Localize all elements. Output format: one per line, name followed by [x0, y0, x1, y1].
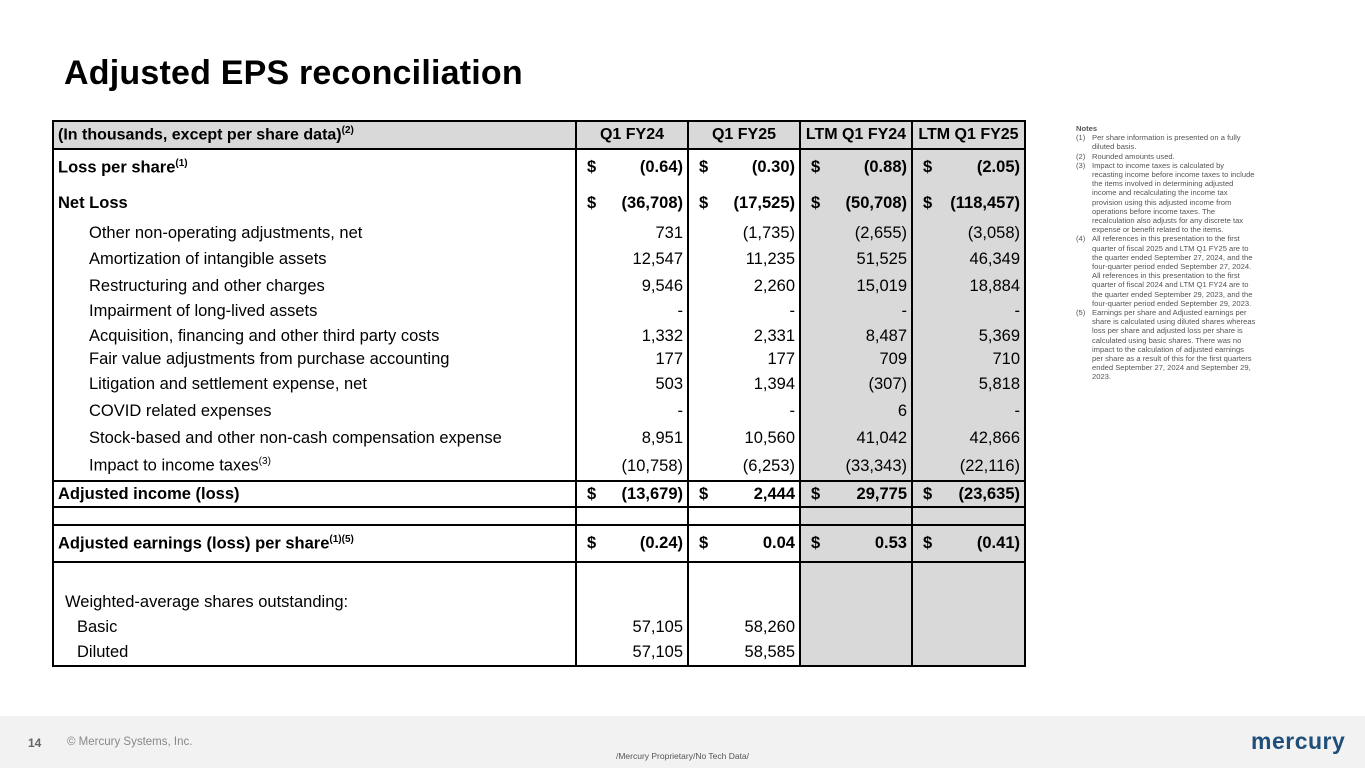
- value-text: 710: [992, 350, 1020, 368]
- net-loss-row: [53, 185, 1025, 221]
- row-label-text: Other non-operating adjustments, net: [89, 224, 363, 242]
- value-text: (23,635): [958, 484, 1020, 503]
- row-label-text: Net Loss: [58, 193, 128, 212]
- value-text: 9,546: [641, 276, 683, 295]
- value-cell: [912, 640, 1025, 666]
- currency-symbol: $: [699, 534, 709, 552]
- note-number: (2): [1076, 151, 1086, 161]
- value-cell: [576, 299, 688, 324]
- adjusted-eps-row: [53, 525, 1025, 562]
- value-cell: [688, 525, 800, 562]
- note-number: (5): [1076, 308, 1086, 318]
- value-text: 5,818: [978, 375, 1020, 393]
- value-cell: [800, 324, 912, 348]
- value-text: (1,735): [742, 224, 795, 242]
- note-item: [1076, 133, 1256, 151]
- row-label: [53, 185, 576, 221]
- eps-reconciliation-table: [52, 120, 1026, 667]
- value-cell: [800, 149, 912, 185]
- value-cell: [576, 481, 688, 507]
- footer: [0, 716, 1365, 768]
- notes-panel: [1076, 124, 1256, 382]
- value-cell: [576, 246, 688, 273]
- value-text: (33,343): [845, 456, 907, 475]
- value-cell: [688, 149, 800, 185]
- adjustment-row: [53, 424, 1025, 452]
- value-text: (0.24): [639, 534, 683, 552]
- header-label: [53, 121, 576, 149]
- value-cell: [576, 640, 688, 666]
- value-text: 709: [879, 350, 907, 368]
- currency-symbol: $: [587, 484, 597, 503]
- value-cell: [800, 371, 912, 398]
- value-cell: [688, 398, 800, 424]
- value-cell: [912, 424, 1025, 452]
- note-number: (1): [1076, 133, 1086, 143]
- row-label-text: Basic: [77, 617, 118, 636]
- loss-per-share-row: [53, 149, 1025, 185]
- value-cell: [912, 149, 1025, 185]
- value-text: 503: [655, 375, 683, 393]
- value-text: 42,866: [969, 428, 1020, 447]
- footnote-ref: (3): [258, 456, 271, 468]
- value-cell: [688, 452, 800, 481]
- spacer-row: [53, 507, 1025, 525]
- diluted-shares-row: [53, 640, 1025, 666]
- row-label: [53, 452, 576, 481]
- shares-label-row: [53, 562, 1025, 614]
- currency-symbol: $: [699, 484, 709, 503]
- adjustment-row: [53, 246, 1025, 273]
- header-col-2: Q1 FY25: [688, 121, 800, 149]
- value-text: (36,708): [621, 193, 683, 212]
- copyright: © Mercury Systems, Inc.: [67, 736, 193, 748]
- value-cell: [576, 149, 688, 185]
- page-title: Adjusted EPS reconciliation: [64, 54, 523, 92]
- row-label: [53, 149, 576, 185]
- value-cell: [800, 640, 912, 666]
- value-text: 8,951: [641, 428, 683, 447]
- currency-symbol: $: [811, 158, 821, 176]
- value-text: 12,547: [632, 250, 683, 268]
- row-label-text: Adjusted income (loss): [58, 484, 240, 503]
- currency-symbol: $: [811, 193, 821, 212]
- value-text: 731: [655, 224, 683, 242]
- row-label-text: Impairment of long-lived assets: [89, 302, 318, 320]
- note-text: Impact to income taxes is calculated by recasting income before income taxes to include the items involved in determining adjusted income and recalculating the income tax provision using this adjusted income from operations before income taxes. The recalculation also adjusts for any discrete tax expense or benefit related to the items.: [1092, 160, 1255, 235]
- value-cell: [800, 398, 912, 424]
- table-header-row: [53, 121, 1025, 149]
- value-cell: [688, 614, 800, 640]
- value-cell: [912, 299, 1025, 324]
- row-label: [53, 348, 576, 371]
- row-label: [53, 398, 576, 424]
- row-label: [53, 640, 576, 666]
- page-number: 14: [28, 736, 42, 750]
- value-cell: [800, 246, 912, 273]
- value-text: 18,884: [969, 276, 1020, 295]
- note-item: [1076, 161, 1256, 235]
- value-text: 1,394: [753, 375, 795, 393]
- value-text: -: [1014, 302, 1020, 320]
- value-text: (118,457): [950, 193, 1020, 212]
- row-label: [53, 614, 576, 640]
- value-cell: [576, 398, 688, 424]
- currency-symbol: $: [923, 193, 933, 212]
- value-cell: [912, 324, 1025, 348]
- value-text: 177: [655, 350, 683, 368]
- value-cell: [912, 525, 1025, 562]
- note-item: [1076, 152, 1256, 161]
- note-text: All references in this presentation to the first quarter of fiscal 2025 and LTM Q1 FY25 are to the quarter ended September 27, 2024, and the four-quarter period ended September 27, 2024. All references in this presentation to the first quarter of fiscal 2024 and LTM Q1 FY24 are to the quarter ended September 29, 2023, and the four-quarter period ended September 29, 2023.: [1092, 234, 1253, 308]
- currency-symbol: $: [587, 193, 597, 212]
- value-text: (2,655): [854, 224, 907, 242]
- value-text: (0.30): [751, 158, 795, 176]
- header-col-1: Q1 FY24: [576, 121, 688, 149]
- value-text: (13,679): [621, 484, 683, 503]
- value-text: -: [901, 302, 907, 320]
- value-cell: [912, 614, 1025, 640]
- value-cell: [688, 299, 800, 324]
- adjustment-row: [53, 348, 1025, 371]
- value-text: (22,116): [959, 456, 1020, 475]
- value-cell: [576, 221, 688, 246]
- row-label-text: Fair value adjustments from purchase accounting: [89, 350, 450, 368]
- value-cell: [576, 348, 688, 371]
- value-text: 51,525: [856, 250, 907, 268]
- value-cell: [688, 185, 800, 221]
- value-cell: [800, 185, 912, 221]
- value-text: 58,585: [744, 643, 795, 661]
- adjustment-row: [53, 299, 1025, 324]
- value-cell: [688, 371, 800, 398]
- value-cell: [688, 324, 800, 348]
- currency-symbol: $: [587, 158, 597, 176]
- currency-symbol: $: [811, 484, 821, 503]
- value-cell: [912, 185, 1025, 221]
- value-cell: [688, 221, 800, 246]
- value-text: 1,332: [641, 326, 683, 345]
- note-number: (4): [1076, 234, 1086, 244]
- note-item: [1076, 308, 1256, 382]
- currency-symbol: $: [699, 158, 709, 176]
- row-label-text: COVID related expenses: [89, 401, 272, 420]
- currency-symbol: $: [587, 534, 597, 552]
- value-cell: [576, 452, 688, 481]
- row-label-text: Stock-based and other non-cash compensation expense: [89, 428, 502, 447]
- notes-heading: Notes: [1076, 124, 1098, 133]
- value-text: 41,042: [856, 428, 907, 447]
- value-text: 58,260: [744, 617, 795, 636]
- value-cell: [688, 481, 800, 507]
- adjustment-row: [53, 324, 1025, 348]
- header-col-3: LTM Q1 FY24: [800, 121, 912, 149]
- row-label: [53, 424, 576, 452]
- value-cell: [688, 640, 800, 666]
- row-label-text: Acquisition, financing and other third party costs: [89, 326, 440, 345]
- row-label-text: Litigation and settlement expense, net: [89, 375, 367, 393]
- value-cell: [912, 398, 1025, 424]
- value-cell: [800, 481, 912, 507]
- value-text: (0.41): [976, 534, 1020, 552]
- value-cell: [800, 614, 912, 640]
- value-cell: [912, 273, 1025, 299]
- basic-shares-row: [53, 614, 1025, 640]
- row-label-text: Impact to income taxes: [89, 456, 259, 475]
- currency-symbol: $: [811, 534, 821, 552]
- currency-symbol: $: [923, 534, 933, 552]
- adjustment-row: [53, 221, 1025, 246]
- value-text: (10,758): [621, 456, 683, 475]
- value-cell: [800, 221, 912, 246]
- currency-symbol: $: [699, 193, 709, 212]
- value-cell: [576, 525, 688, 562]
- shares-label: Weighted-average shares outstanding:: [53, 562, 576, 614]
- value-text: 57,105: [632, 617, 683, 636]
- value-text: (17,525): [733, 193, 795, 212]
- currency-symbol: $: [923, 158, 933, 176]
- row-label: [53, 273, 576, 299]
- footnote-ref: (1)(5): [329, 533, 354, 545]
- value-text: 5,369: [978, 326, 1020, 345]
- proprietary-label: /Mercury Proprietary/No Tech Data/: [615, 751, 750, 761]
- value-cell: [688, 348, 800, 371]
- row-label: [53, 221, 576, 246]
- value-text: (0.88): [863, 158, 907, 176]
- adjustment-row: [53, 398, 1025, 424]
- value-text: 11,235: [745, 250, 795, 268]
- value-cell: [576, 371, 688, 398]
- row-label: [53, 324, 576, 348]
- value-text: 0.04: [762, 534, 795, 552]
- value-text: -: [677, 302, 683, 320]
- value-cell: [576, 424, 688, 452]
- value-text: (0.64): [639, 158, 683, 176]
- value-cell: [912, 371, 1025, 398]
- value-cell: [912, 481, 1025, 507]
- row-label: [53, 525, 576, 562]
- note-number: (3): [1076, 160, 1086, 170]
- value-text: -: [1014, 401, 1020, 420]
- value-cell: [912, 452, 1025, 481]
- value-cell: [688, 273, 800, 299]
- header-col-4: LTM Q1 FY25: [912, 121, 1025, 149]
- value-cell: [800, 525, 912, 562]
- value-text: 2,260: [753, 276, 795, 295]
- value-cell: [800, 273, 912, 299]
- value-text: -: [789, 302, 795, 320]
- value-text: 10,560: [744, 428, 795, 447]
- adjusted-income-row: [53, 481, 1025, 507]
- row-label-text: Restructuring and other charges: [89, 276, 325, 295]
- value-text: 0.53: [874, 534, 907, 552]
- value-text: (307): [868, 375, 907, 393]
- row-label: [53, 246, 576, 273]
- value-cell: [576, 324, 688, 348]
- value-text: (3,058): [967, 224, 1020, 242]
- value-cell: [688, 246, 800, 273]
- currency-symbol: $: [923, 484, 933, 503]
- value-text: (6,253): [742, 456, 795, 475]
- value-text: -: [677, 401, 683, 420]
- value-text: (50,708): [845, 193, 907, 212]
- row-label-text: Adjusted earnings (loss) per share: [58, 534, 330, 553]
- header-label-text: (In thousands, except per share data): [58, 126, 342, 144]
- row-label: [53, 481, 576, 507]
- adjustment-row: [53, 371, 1025, 398]
- value-text: 29,775: [856, 484, 907, 503]
- value-text: (2.05): [976, 158, 1020, 176]
- value-cell: [576, 185, 688, 221]
- value-cell: [800, 424, 912, 452]
- value-cell: [688, 424, 800, 452]
- value-text: 57,105: [632, 643, 683, 661]
- footnote-ref: (2): [341, 125, 354, 137]
- row-label-text: Diluted: [77, 643, 129, 661]
- mercury-logo: mercury: [1251, 728, 1346, 754]
- note-item: [1076, 234, 1256, 308]
- value-text: 177: [767, 350, 795, 368]
- note-text: Rounded amounts used.: [1092, 151, 1175, 161]
- value-cell: [912, 221, 1025, 246]
- footnote-ref: (1): [175, 157, 188, 169]
- note-text: Earnings per share and Adjusted earnings per share is calculated using diluted shares whereas loss per share and adjusted loss per share is calculated using basic shares. There was no impact to the calculation of adjusted earnings per share as a result of this for the first quarters ended September 27, 2024 and September 29, 2023.: [1092, 308, 1256, 382]
- note-text: Per share information is presented on a fully diluted basis.: [1092, 133, 1241, 152]
- value-cell: [576, 273, 688, 299]
- value-text: -: [789, 401, 795, 420]
- value-cell: [912, 348, 1025, 371]
- row-label-text: Loss per share: [58, 158, 176, 177]
- value-text: 2,331: [753, 326, 795, 345]
- value-cell: [576, 614, 688, 640]
- value-cell: [800, 452, 912, 481]
- value-cell: [912, 246, 1025, 273]
- row-label: [53, 371, 576, 398]
- value-cell: [800, 299, 912, 324]
- adjustment-row: [53, 273, 1025, 299]
- value-text: 8,487: [865, 326, 907, 345]
- value-text: 6: [897, 401, 907, 420]
- row-label-text: Amortization of intangible assets: [89, 250, 327, 268]
- value-text: 15,019: [856, 276, 907, 295]
- row-label: [53, 299, 576, 324]
- tax-row: [53, 452, 1025, 481]
- value-text: 46,349: [969, 250, 1020, 268]
- value-cell: [800, 348, 912, 371]
- value-text: 2,444: [753, 484, 795, 503]
